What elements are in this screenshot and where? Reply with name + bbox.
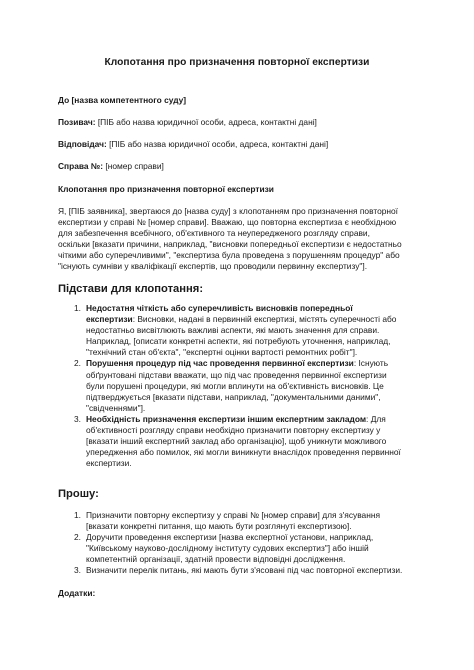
case-label: Справа № [58,161,101,171]
intro-paragraph: Я, [ПІБ заявника], звертаюся до [назва суду] з клопотанням про призначення повторної експертизи у справі № [номер справи]. Вважаю, що повторна експертиза є необхідною для забезпечення всебічного, об'єктивного та неупередженого розгляду справи, оскільки [вказати причини, наприклад, "висновки попередньої експертизи є недостатньо чіткими або суперечливими", "експертиза була проведена з порушенням процедур" або "існують сумніви у кваліфікації експертів, що проводили первинну експертизу"]. [58,206,402,272]
plaintiff-value: [ПІБ або назва юридичної особи, адреса, контактні дані] [97,117,317,127]
plaintiff-line: Позивач: [ПІБ або назва юридичної особи, адреса, контактні дані] [58,117,317,127]
attachments-label: Додатки: [58,588,96,598]
list-item: 2. Доручити проведення експертизи [назва експертної установи, наприклад, "Київському науково-дослідному інституту судових експертиз"] або іншій компетентній організації, здатній провести відповідні дослідження. [74,532,374,565]
addressee-value: [назва компетентного суду] [71,95,187,105]
addressee-label: До [58,95,70,105]
petition-subtitle: Клопотання про призначення повторної експертизи [58,184,274,194]
list-item: 1. Недостатня чіткість або суперечливість висновків попередньої експертизи: Висновки, надані в первинній експертизі, містять суперечності або недостатньо висвітлюють важливі аспекти, які мають значення для справи. Наприклад, [описати конкретні аспекти, які потребують уточнення, наприклад, "технічний стан об'єкта", "експертні оцінки вартості ремонтних робіт"]. [74,303,397,358]
plaintiff-label: Позивач [58,117,93,127]
request-heading: Прошу: [58,488,99,500]
addressee-line [58,95,186,106]
list-item: 1. Призначити повторну експертизу у справі № [номер справи] для з'ясування [вказати конкретні питання, що мають бути розглянуті експертизою]. [74,510,380,532]
list-item: 2. Порушення процедур під час проведення первинної експертизи: Існують обґрунтовані підстави вважати, що під час проведення первинної експертизи були порушені процедури, які могли вплинути на об'єктивність висновків. Це підтверджується [вказати підстави, наприклад, "документальними даними", "свідченнями"]. [74,358,389,413]
document-title: Клопотання про призначення повторної експертизи [104,57,370,68]
case-value: [номер справи] [105,161,164,171]
defendant-label: Відповідач [58,139,104,149]
request-list [58,510,428,577]
list-item: 3. Визначити перелік питань, які мають бути з'ясовані під час повторної експертизи. [74,565,403,576]
defendant-value: [ПІБ або назва юридичної особи, адреса, контактні дані] [109,139,329,149]
grounds-heading: Підстави для клопотання: [58,283,204,295]
case-number-line: Справа №: [номер справи] [58,161,164,171]
defendant-line: Відповідач: [ПІБ або назва юридичної особи, адреса, контактні дані] [58,139,329,149]
list-item: 3. Необхідність призначення експертизи іншим експертним закладом: Для об'єктивності розгляду справи необхідно призначити повторну експертизу у [вказати інший експертний заклад або організацію], щоб уникнути можливого упередження або помилок, які могли виникнути внаслідок проведення первинної експертизи. [74,413,401,469]
grounds-list [58,303,428,469]
